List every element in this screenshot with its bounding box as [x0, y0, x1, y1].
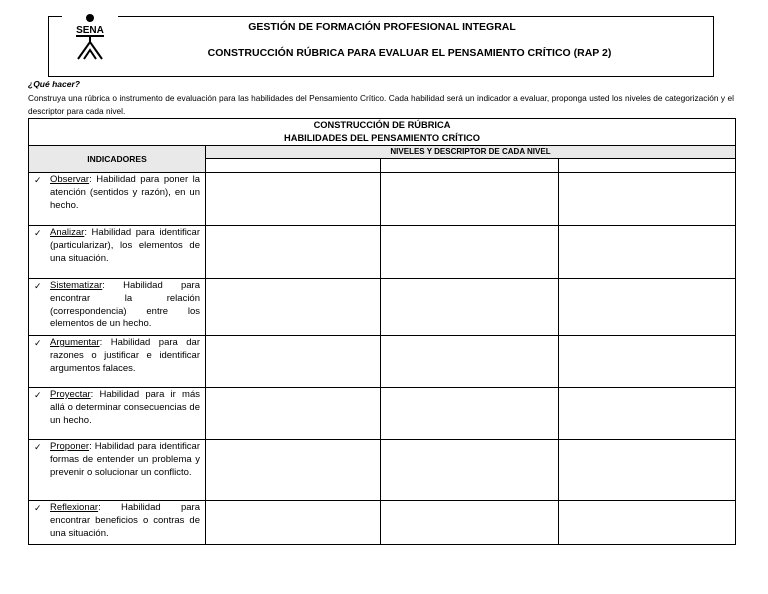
level-cell[interactable] [559, 440, 736, 501]
checkmark-icon: ✓ [34, 338, 42, 348]
indicator-desc: : Habilidad para identificar formas de entender un problema y prevenir o solucionar un conflicto. [50, 441, 200, 478]
checkmark-icon: ✓ [34, 281, 42, 291]
level-cell[interactable] [206, 388, 381, 440]
level-cell[interactable] [559, 501, 736, 545]
indicator-cell [29, 173, 206, 226]
indicator-term: Sistematizar [50, 280, 103, 291]
header-title-2: CONSTRUCCIÓN RÚBRICA PARA EVALUAR EL PENSAMIENTO CRÍTICO (RAP 2) [207, 47, 612, 59]
level-cell[interactable] [206, 440, 381, 501]
table-row [29, 336, 736, 388]
level-cell[interactable] [559, 336, 736, 388]
level-cell[interactable] [206, 336, 381, 388]
level-cell[interactable] [206, 173, 381, 226]
indicator-cell [29, 226, 206, 279]
indicator-term: Reflexionar [50, 502, 99, 513]
indicator-cell [29, 336, 206, 388]
level-cell[interactable] [559, 173, 736, 226]
sena-logo [62, 12, 118, 64]
level-cell[interactable] [381, 279, 559, 336]
indicator-desc: : Habilidad para identificar (particularizar), los elementos de una situación. [50, 227, 200, 264]
logo-text: SENA [76, 25, 104, 36]
level-cell[interactable] [559, 388, 736, 440]
checkmark-icon: ✓ [34, 442, 42, 452]
table-row [29, 173, 736, 226]
checkmark-icon: ✓ [34, 390, 42, 400]
document-header [48, 16, 714, 77]
indicator-term: Observar [50, 174, 90, 185]
rubric-table [28, 118, 736, 545]
indicator-term: Proponer [50, 441, 90, 452]
indicator-desc: : Habilidad para ir más allá o determinar consecuencias de un hecho. [50, 389, 200, 426]
indicator-desc: : Habilidad para encontrar la relación (correspondencia) entre los elementos de un hecho. [50, 280, 200, 330]
level-subheader-cell [559, 158, 736, 172]
table-caption [29, 119, 736, 146]
table-row [29, 388, 736, 440]
indicator-term: Proyectar [50, 389, 91, 400]
table-row [29, 501, 736, 545]
table-row [29, 226, 736, 279]
level-cell[interactable] [206, 501, 381, 545]
level-cell[interactable] [381, 440, 559, 501]
indicator-desc: : Habilidad para encontrar beneficios o contras de una situación. [50, 502, 200, 539]
table-row [29, 440, 736, 501]
indicator-term: Analizar [50, 227, 85, 238]
level-cell[interactable] [206, 279, 381, 336]
checkmark-icon: ✓ [34, 503, 42, 513]
level-subheader-cell [206, 158, 381, 172]
level-cell[interactable] [559, 226, 736, 279]
indicator-term: Argumentar [50, 337, 100, 348]
level-cell[interactable] [381, 388, 559, 440]
level-cell[interactable] [381, 336, 559, 388]
indicators-header: INDICADORES [29, 146, 206, 173]
checkmark-icon: ✓ [34, 228, 42, 238]
level-cell[interactable] [381, 173, 559, 226]
level-subheader-cell [381, 158, 559, 172]
level-cell[interactable] [559, 279, 736, 336]
level-cell[interactable] [381, 501, 559, 545]
levels-header: NIVELES Y DESCRIPTOR DE CADA NIVEL [206, 146, 736, 159]
level-cell[interactable] [206, 226, 381, 279]
indicator-cell [29, 279, 206, 336]
instruction-text: Construya una rúbrica o instrumento de evaluación para las habilidades del Pensamiento Crítico. Cada habilidad será un indicador a evaluar, proponga usted los niveles de categorización y el descriptor para cada nivel. [28, 93, 734, 116]
level-cell[interactable] [381, 226, 559, 279]
header-title-1: GESTIÓN DE FORMACIÓN PROFESIONAL INTEGRAL [248, 21, 516, 33]
caption-line-1: CONSTRUCCIÓN DE RÚBRICA [313, 120, 451, 130]
caption-line-2: HABILIDADES DEL PENSAMIENTO CRÍTICO [284, 133, 480, 143]
checkmark-icon: ✓ [34, 175, 42, 185]
indicator-cell [29, 388, 206, 440]
indicator-cell [29, 440, 206, 501]
table-row [29, 279, 736, 336]
indicator-desc: : Habilidad para dar razones o justificar e identificar argumentos falaces. [50, 337, 200, 374]
indicator-desc: : Habilidad para poner la atención (sentidos y razón), en un hecho. [50, 174, 200, 211]
question-label: ¿Qué hacer? [28, 79, 80, 89]
indicator-cell [29, 501, 206, 545]
